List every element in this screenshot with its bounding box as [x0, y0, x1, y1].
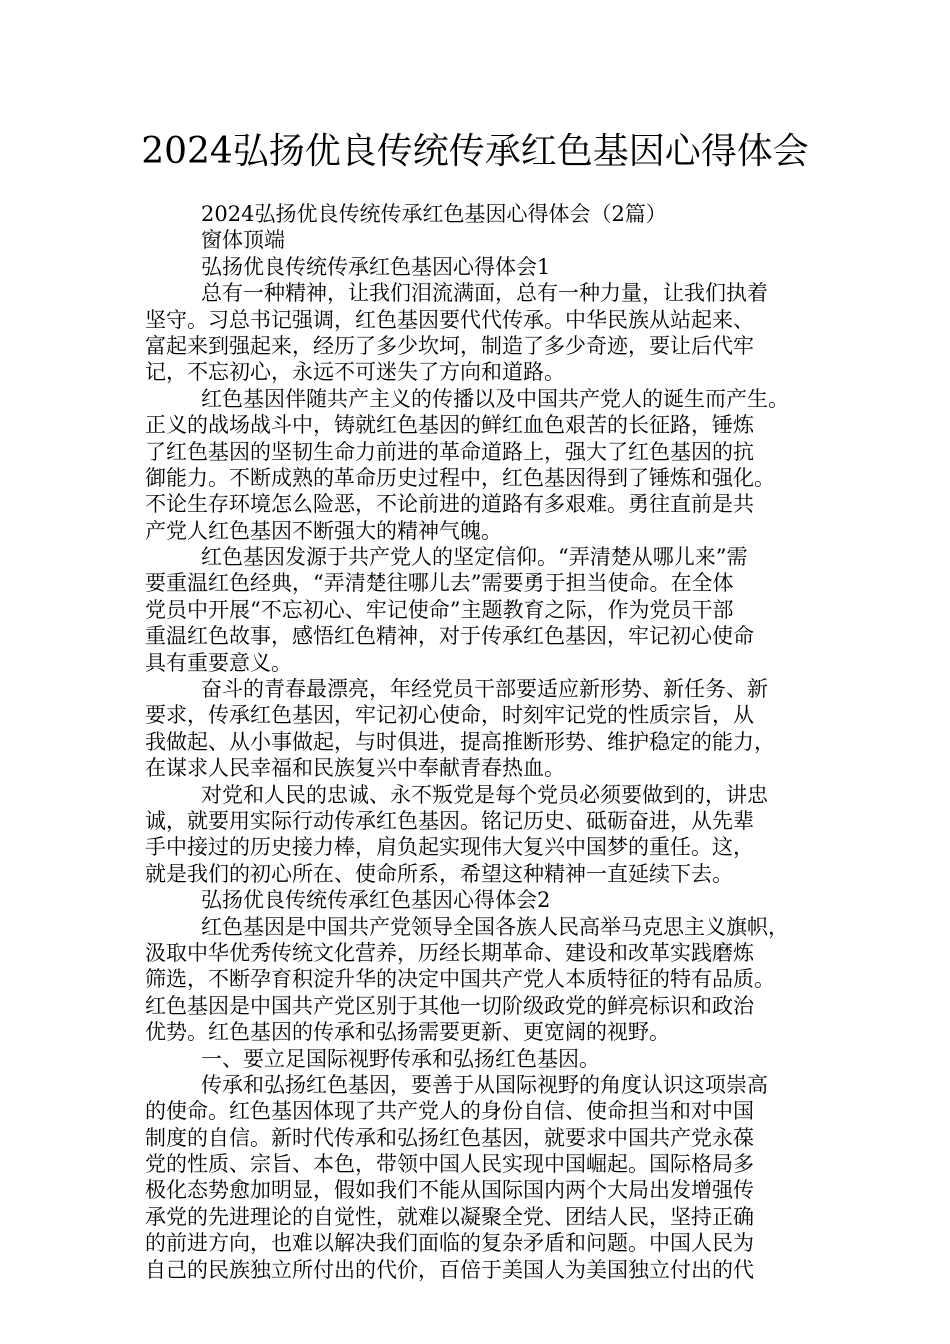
text-line: 制度的自信。新时代传承和弘扬红色基因，就要求中国共产党永葆 [145, 1125, 754, 1150]
text-line: 手中接过的历史接力棒，肩负起实现伟大复兴中国梦的重任。这， [145, 835, 754, 860]
text-line: 一、要立足国际视野传承和弘扬红色基因。 [201, 1046, 600, 1071]
text-line: 要重温红色经典，“弄清楚往哪儿去”需要勇于担当使命。在全体 [145, 571, 734, 596]
text-line: 在谋求人民幸福和民族复兴中奉献青春热血。 [145, 756, 565, 781]
text-line: 自己的民族独立所付出的代价，百倍于美国人为美国独立付出的代 [145, 1257, 754, 1282]
text-line: 承党的先进理论的自觉性，就难以凝聚全党、团结人民，坚持正确 [145, 1204, 754, 1229]
document-body [145, 201, 817, 1283]
text-line: 要求，传承红色基因，牢记初心使命，时刻牢记党的性质宗旨，从 [145, 703, 754, 728]
text-line: 富起来到强起来，经历了多少坎坷，制造了多少奇迹，要让后代牢 [145, 333, 754, 358]
text-line: 诚，就要用实际行动传承红色基因。铭记历史、砥砺奋进，从先辈 [145, 808, 754, 833]
document-title: 2024弘扬优良传统传承红色基因心得体会 [141, 131, 809, 172]
text-line: 就是我们的初心所在、使命所系，希望这种精神一直延续下去。 [145, 861, 733, 886]
text-line: 具有重要意义。 [145, 650, 292, 675]
text-line: 筛选，不断孕育积淀升华的决定中国共产党人本质特征的特有品质。 [145, 967, 775, 992]
text-line: 弘扬优良传统传承红色基因心得体会2 [201, 888, 551, 913]
text-line: 我做起、从小事做起，与时俱进，提高推断形势、维护稳定的能力， [145, 729, 775, 754]
text-line: 红色基因发源于共产党人的坚定信仰。“弄清楚从哪儿来”需 [201, 545, 748, 570]
text-line: 红色基因伴随共产主义的传播以及中国共产党人的诞生而产生。 [201, 386, 789, 411]
text-line: 记，不忘初心，永远不可迷失了方向和道路。 [145, 360, 565, 385]
text-line: 总有一种精神，让我们泪流满面，总有一种力量，让我们执着 [201, 281, 768, 306]
text-line: 汲取中华优秀传统文化营养，历经长期革命、建设和改革实践磨炼 [145, 940, 754, 965]
text-line: 传承和弘扬红色基因，要善于从国际视野的角度认识这项崇高 [201, 1072, 768, 1097]
text-line: 对党和人民的忠诚、永不叛党是每个党员必须要做到的，讲忠 [201, 782, 768, 807]
text-line: 极化态势愈加明显，假如我们不能从国际国内两个大局出发增强传 [145, 1178, 754, 1203]
text-line: 的使命。红色基因体现了共产党人的身份自信、使命担当和对中国 [145, 1099, 754, 1124]
text-line: 坚守。习总书记强调，红色基因要代代传承。中华民族从站起来、 [145, 307, 754, 332]
text-line: 不论生存环境怎么险恶，不论前进的道路有多艰难。勇往直前是共 [145, 492, 754, 517]
text-line: 弘扬优良传统传承红色基因心得体会1 [201, 254, 551, 279]
text-line: 御能力。不断成熟的革命历史过程中，红色基因得到了锤炼和强化。 [145, 465, 775, 490]
text-line: 奋斗的青春最漂亮，年经党员干部要适应新形势、新任务、新 [201, 677, 768, 702]
text-line: 党员中开展“不忘初心、牢记使命”主题教育之际，作为党员干部 [145, 597, 734, 622]
text-line: 的前进方向，也难以解决我们面临的复杂矛盾和问题。中国人民为 [145, 1231, 754, 1256]
text-line: 了红色基因的坚韧生命力前进的革命道路上，强大了红色基因的抗 [145, 439, 754, 464]
text-line: 优势。红色基因的传承和弘扬需要更新、更宽阔的视野。 [145, 1020, 670, 1045]
text-line: 2024弘扬优良传统传承红色基因心得体会（2篇） [201, 202, 667, 226]
text-line: 红色基因是中国共产党领导全国各族人民高举马克思主义旗帜， [201, 914, 789, 939]
text-line: 重温红色故事，感悟红色精神，对于传承红色基因，牢记初心使命 [145, 624, 754, 649]
text-line: 正义的战场战斗中，铸就红色基因的鲜红血色艰苦的长征路，锤炼 [145, 413, 754, 438]
text-line: 红色基因是中国共产党区别于其他一切阶级政党的鲜亮标识和政治 [145, 993, 754, 1018]
text-line: 产党人红色基因不断强大的精神气魄。 [145, 518, 502, 543]
text-line: 窗体顶端 [201, 228, 285, 253]
text-line: 党的性质、宗旨、本色，带领中国人民实现中国崛起。国际格局多 [145, 1152, 754, 1177]
